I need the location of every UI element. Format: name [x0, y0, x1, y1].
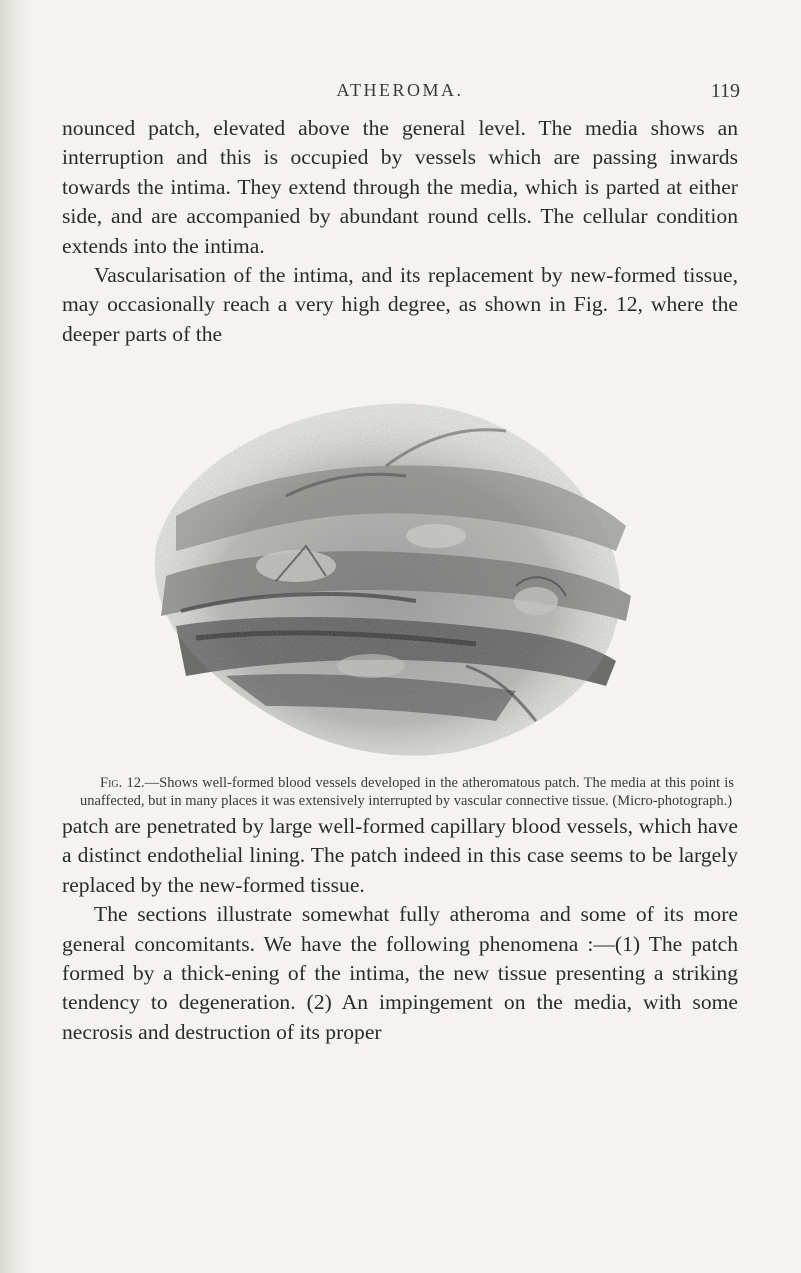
body-text-bottom: [62, 812, 738, 1047]
page-number: 119: [710, 80, 740, 102]
running-title: ATHEROMA.: [336, 80, 464, 100]
paragraph-continued: nounced patch, elevated above the general level. The media shows an interruption and this is occupied by vessels which are passing inwards towards the intima. They extend through the media, which is parted at either side, and are accompanied by abundant round cells. The cellular condition extends into the intima.: [62, 116, 738, 258]
paragraph-sections: The sections illustrate somewhat fully atheroma and some of its more general concomitants. We have the following phenomena :—(1) The patch formed by a thick-ening of the intima, the new tissue presenting a striking tendency to degeneration. (2) An impingement on the media, with some necrosis and destruction of its proper: [62, 902, 738, 1044]
paragraph-vascularisation: Vascularisation of the intima, and its replacement by new-formed tissue, may occasionally reach a very high degree, as shown in Fig. 12, where the deeper parts of the: [62, 263, 738, 346]
body-text-top: [62, 114, 738, 349]
figure-caption-text: —Shows well-formed blood vessels developed in the atheromatous patch. The media at this point is unaffected, but in many places it was extensively interrupted by vascular connective tissue. (Micro-photograph.): [80, 775, 734, 809]
figure-caption: [80, 774, 734, 810]
micrograph-image: [136, 376, 648, 762]
figure-label: Fig. 12.: [100, 775, 145, 791]
figure-12-micrograph: [136, 376, 648, 762]
paragraph-patch: patch are penetrated by large well-formed capillary blood vessels, which have a distinct endothelial lining. The patch indeed in this case seems to be largely replaced by the new-formed tissue.: [62, 814, 738, 897]
page-header: [60, 80, 740, 110]
page-edge-shadow: [0, 0, 34, 1273]
